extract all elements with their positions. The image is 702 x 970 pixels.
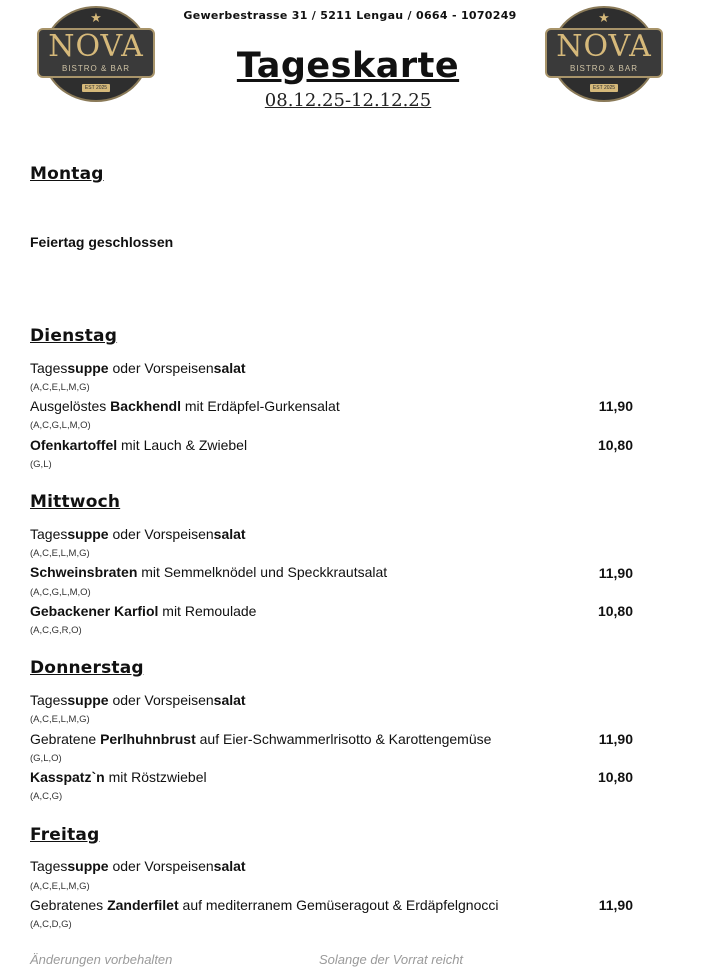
- allergen-code: (G,L): [30, 459, 52, 470]
- logo-right: [545, 6, 663, 102]
- dish-name: Schweinsbraten: [30, 564, 138, 580]
- soup-text: oder Vorspeisen: [108, 692, 214, 708]
- dish-name: Backhendl: [110, 398, 181, 414]
- salad-bold: salat: [213, 858, 246, 874]
- day-heading-mittwoch: Mittwoch: [30, 492, 121, 512]
- dish-description: auf mediterranem Gemüseragout & Erdäpfelgnocci: [178, 897, 499, 913]
- dish-prefix: Ausgelöstes: [30, 398, 111, 414]
- dish-line: [30, 436, 247, 454]
- address: Gewerbestrasse 31 / 5211 Lengau / 0664 - 1070249: [183, 9, 517, 22]
- date-range: 08.12.25-12.12.25: [264, 90, 432, 111]
- allergen-code: (A,C,G,L,M,O): [30, 420, 91, 431]
- allergen-code: (A,C,E,L,M,G): [30, 548, 90, 559]
- soup-bold: suppe: [67, 360, 109, 376]
- soup-text: Tages: [30, 526, 68, 542]
- dish-line: [30, 730, 491, 748]
- logo-est: EST 2025: [590, 84, 618, 92]
- dish-name: Ofenkartoffel: [30, 437, 118, 453]
- dish-description: mit Lauch & Zwiebel: [117, 437, 248, 453]
- dish-description: mit Röstzwiebel: [104, 769, 207, 785]
- dish-name: Zanderfilet: [107, 897, 179, 913]
- allergen-code: (A,C,G,L,M,O): [30, 587, 91, 598]
- salad-bold: salat: [213, 692, 246, 708]
- soup-bold: suppe: [67, 526, 109, 542]
- soup-text: oder Vorspeisen: [108, 360, 214, 376]
- dish-prefix: Gebratene: [30, 731, 101, 747]
- dish-description: mit Remoulade: [158, 603, 257, 619]
- logo-name: NOVA: [48, 29, 144, 64]
- dish-name: Perlhuhnbrust: [100, 731, 196, 747]
- soup-text: oder Vorspeisen: [108, 858, 214, 874]
- soup-text: oder Vorspeisen: [108, 526, 214, 542]
- day-heading-dienstag: Dienstag: [30, 326, 118, 346]
- logo-subtitle: BISTRO & BAR: [61, 64, 130, 73]
- allergen-code: (A,C,E,L,M,G): [30, 382, 90, 393]
- dish-price: 11,90: [598, 398, 633, 414]
- page-title: Tageskarte: [236, 46, 460, 86]
- dish-price: 11,90: [598, 731, 633, 747]
- soup-line: [30, 525, 246, 543]
- salad-bold: salat: [213, 360, 246, 376]
- closed-notice: Feiertag geschlossen: [30, 234, 174, 250]
- soup-bold: suppe: [67, 858, 109, 874]
- dish-prefix: Gebratenes: [30, 897, 108, 913]
- allergen-code: (A,C,G): [30, 791, 63, 802]
- day-heading-freitag: Freitag: [30, 825, 100, 845]
- dish-price: 11,90: [598, 565, 633, 581]
- day-heading-montag: Montag: [30, 164, 104, 184]
- logo-est: EST 2025: [82, 84, 110, 92]
- dish-line: [30, 563, 387, 581]
- allergen-code: (A,C,G,R,O): [30, 625, 82, 636]
- dish-line: [30, 768, 207, 786]
- dish-description: mit Erdäpfel-Gurkensalat: [180, 398, 340, 414]
- allergen-code: (A,C,E,L,M,G): [30, 881, 90, 892]
- dish-price: 10,80: [597, 769, 633, 785]
- star-icon: ★: [598, 10, 610, 25]
- soup-line: [30, 857, 246, 875]
- soup-line: [30, 691, 246, 709]
- dish-line: [30, 602, 256, 620]
- soup-line: [30, 359, 246, 377]
- allergen-code: (A,C,D,G): [30, 919, 72, 930]
- logo-left: [37, 6, 155, 102]
- dish-price: 10,80: [597, 437, 633, 453]
- allergen-code: (A,C,E,L,M,G): [30, 714, 90, 725]
- footer-note-right: Solange der Vorrat reicht: [319, 952, 464, 967]
- logo-subtitle: BISTRO & BAR: [569, 64, 638, 73]
- star-icon: ★: [90, 10, 102, 25]
- dish-name: Gebackener Karfiol: [30, 603, 159, 619]
- dish-description: mit Semmelknödel und Speckkrautsalat: [137, 564, 388, 580]
- dish-name: Kasspatz`n: [30, 769, 105, 785]
- dish-line: [30, 896, 498, 914]
- soup-text: Tages: [30, 692, 68, 708]
- allergen-code: (G,L,O): [30, 753, 62, 764]
- salad-bold: salat: [213, 526, 246, 542]
- soup-text: Tages: [30, 360, 68, 376]
- dish-price: 10,80: [597, 603, 633, 619]
- dish-line: [30, 397, 340, 415]
- dish-description: auf Eier-Schwammerlrisotto & Karottengemüse: [195, 731, 492, 747]
- dish-price: 11,90: [598, 897, 633, 913]
- day-heading-donnerstag: Donnerstag: [30, 658, 144, 678]
- logo-name: NOVA: [556, 29, 652, 64]
- footer-note-left: Änderungen vorbehalten: [30, 952, 173, 967]
- soup-bold: suppe: [67, 692, 109, 708]
- soup-text: Tages: [30, 858, 68, 874]
